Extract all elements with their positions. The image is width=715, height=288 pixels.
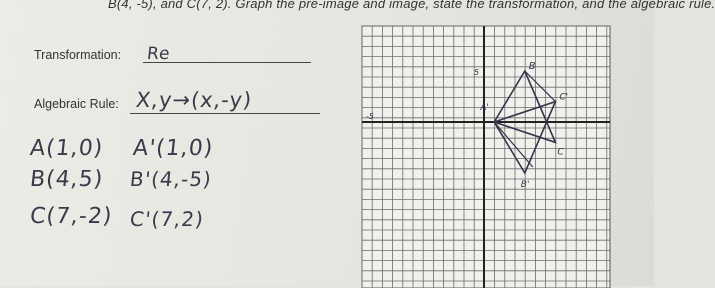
instruction-text: B(4, -5), and C(7, 2). Graph the pre-image and image, state the transformation, and the algebraic rule. (108, 0, 715, 11)
grid-svg (362, 26, 610, 288)
axis-label-x-left: -5 (366, 112, 374, 121)
label-c-prime: C' (559, 92, 569, 103)
coordinate-grid (362, 26, 610, 288)
algebraic-rule-answer-line (130, 113, 320, 114)
label-c: C (557, 147, 564, 158)
point-a-image: A'(1,0) (131, 136, 215, 161)
algebraic-rule-label: Algebraic Rule: (34, 97, 119, 111)
point-b-image: B'(4,-5) (128, 167, 214, 191)
label-a-prime: A' (480, 103, 489, 113)
transformation-answer: Re (145, 44, 172, 64)
transformation-label: Transformation: (34, 48, 122, 62)
point-b-preimage: B(4,5) (28, 167, 105, 192)
label-b: B (528, 61, 536, 72)
axis-label-y-top: 5 (474, 68, 480, 77)
grid-background (362, 26, 610, 288)
point-c-image: C'(7,2) (128, 207, 206, 231)
label-b-prime: B' (520, 180, 530, 190)
point-c-preimage: C(7,-2) (28, 204, 114, 229)
point-a-preimage: A(1,0) (28, 136, 105, 161)
algebraic-rule-answer: X,y→(x,-y) (134, 88, 254, 112)
